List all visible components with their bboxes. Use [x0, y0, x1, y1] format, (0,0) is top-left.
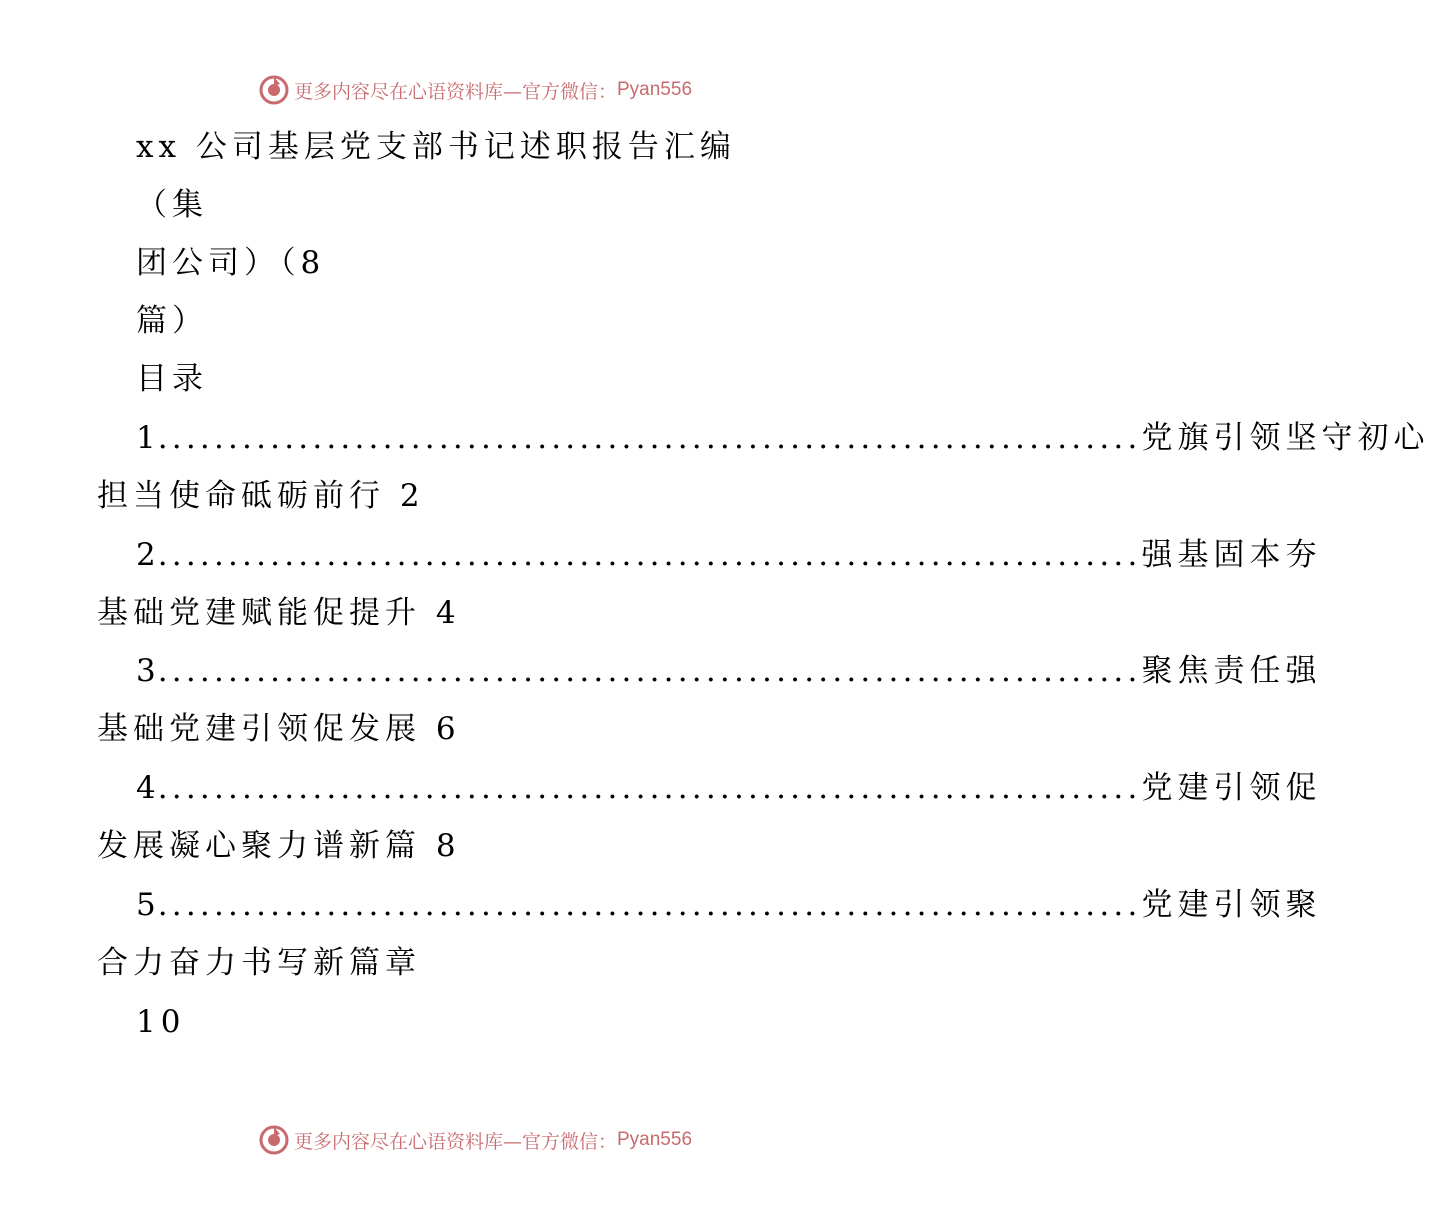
document-title-line-4: 篇）: [136, 303, 208, 339]
banner-text: 更多内容尽在心语资料库—官方微信：: [293, 1130, 617, 1153]
document-title-line-2: （集: [136, 187, 208, 223]
logo-icon: [258, 1124, 290, 1156]
document-title-line-1: xx 公司基层党支部书记述职报告汇编: [136, 129, 736, 165]
toc-entry-number: 4: [136, 770, 158, 806]
toc-entry-head: 党旗引领坚守初心: [1141, 420, 1430, 456]
banner-text: 更多内容尽在心语资料库—官方微信：: [293, 80, 617, 103]
banner-wechat-id: Pyan556: [617, 1129, 693, 1150]
toc-heading: 目录: [136, 361, 208, 397]
toc-entry-3[interactable]: [136, 651, 1322, 691]
watermark-banner-top: [0, 70, 950, 110]
toc-entry-head: 聚焦责任强: [1141, 653, 1322, 689]
toc-entry-number: 2: [136, 537, 158, 573]
toc-entry-1[interactable]: [136, 418, 1430, 458]
watermark-banner-bottom: [0, 1120, 950, 1160]
toc-entry-number: 3: [136, 653, 158, 689]
toc-entry-5[interactable]: [136, 885, 1322, 925]
banner-wechat-id: Pyan556: [617, 79, 693, 100]
toc-entry-head: 强基固本夯: [1141, 537, 1322, 573]
toc-entry-1-continuation: 担当使命砥砺前行 2: [97, 478, 425, 514]
toc-dot-leader: ......................................................................: [157, 537, 1142, 573]
toc-entry-5-page-number: 10: [136, 1004, 186, 1040]
toc-entry-head: 党建引领聚: [1141, 887, 1322, 923]
toc-entry-4[interactable]: [136, 768, 1322, 808]
toc-dot-leader: ......................................................................: [157, 770, 1142, 806]
toc-entry-number: 1: [136, 420, 158, 456]
toc-entry-head: 党建引领促: [1141, 770, 1322, 806]
toc-entry-2[interactable]: [136, 535, 1322, 575]
logo-icon: [258, 74, 290, 106]
toc-entry-number: 5: [136, 887, 158, 923]
document-title-line-3: 团公司）（8: [136, 245, 326, 281]
toc-dot-leader: ......................................................................: [157, 653, 1142, 689]
toc-entry-4-continuation: 发展凝心聚力谱新篇 8: [97, 828, 461, 864]
toc-entry-2-continuation: 基础党建赋能促提升 4: [97, 595, 461, 631]
toc-entry-3-continuation: 基础党建引领促发展 6: [97, 711, 461, 747]
toc-dot-leader: ......................................................................: [157, 887, 1142, 923]
toc-entry-5-continuation: 合力奋力书写新篇章: [97, 945, 421, 981]
toc-dot-leader: ......................................................................: [157, 420, 1142, 456]
